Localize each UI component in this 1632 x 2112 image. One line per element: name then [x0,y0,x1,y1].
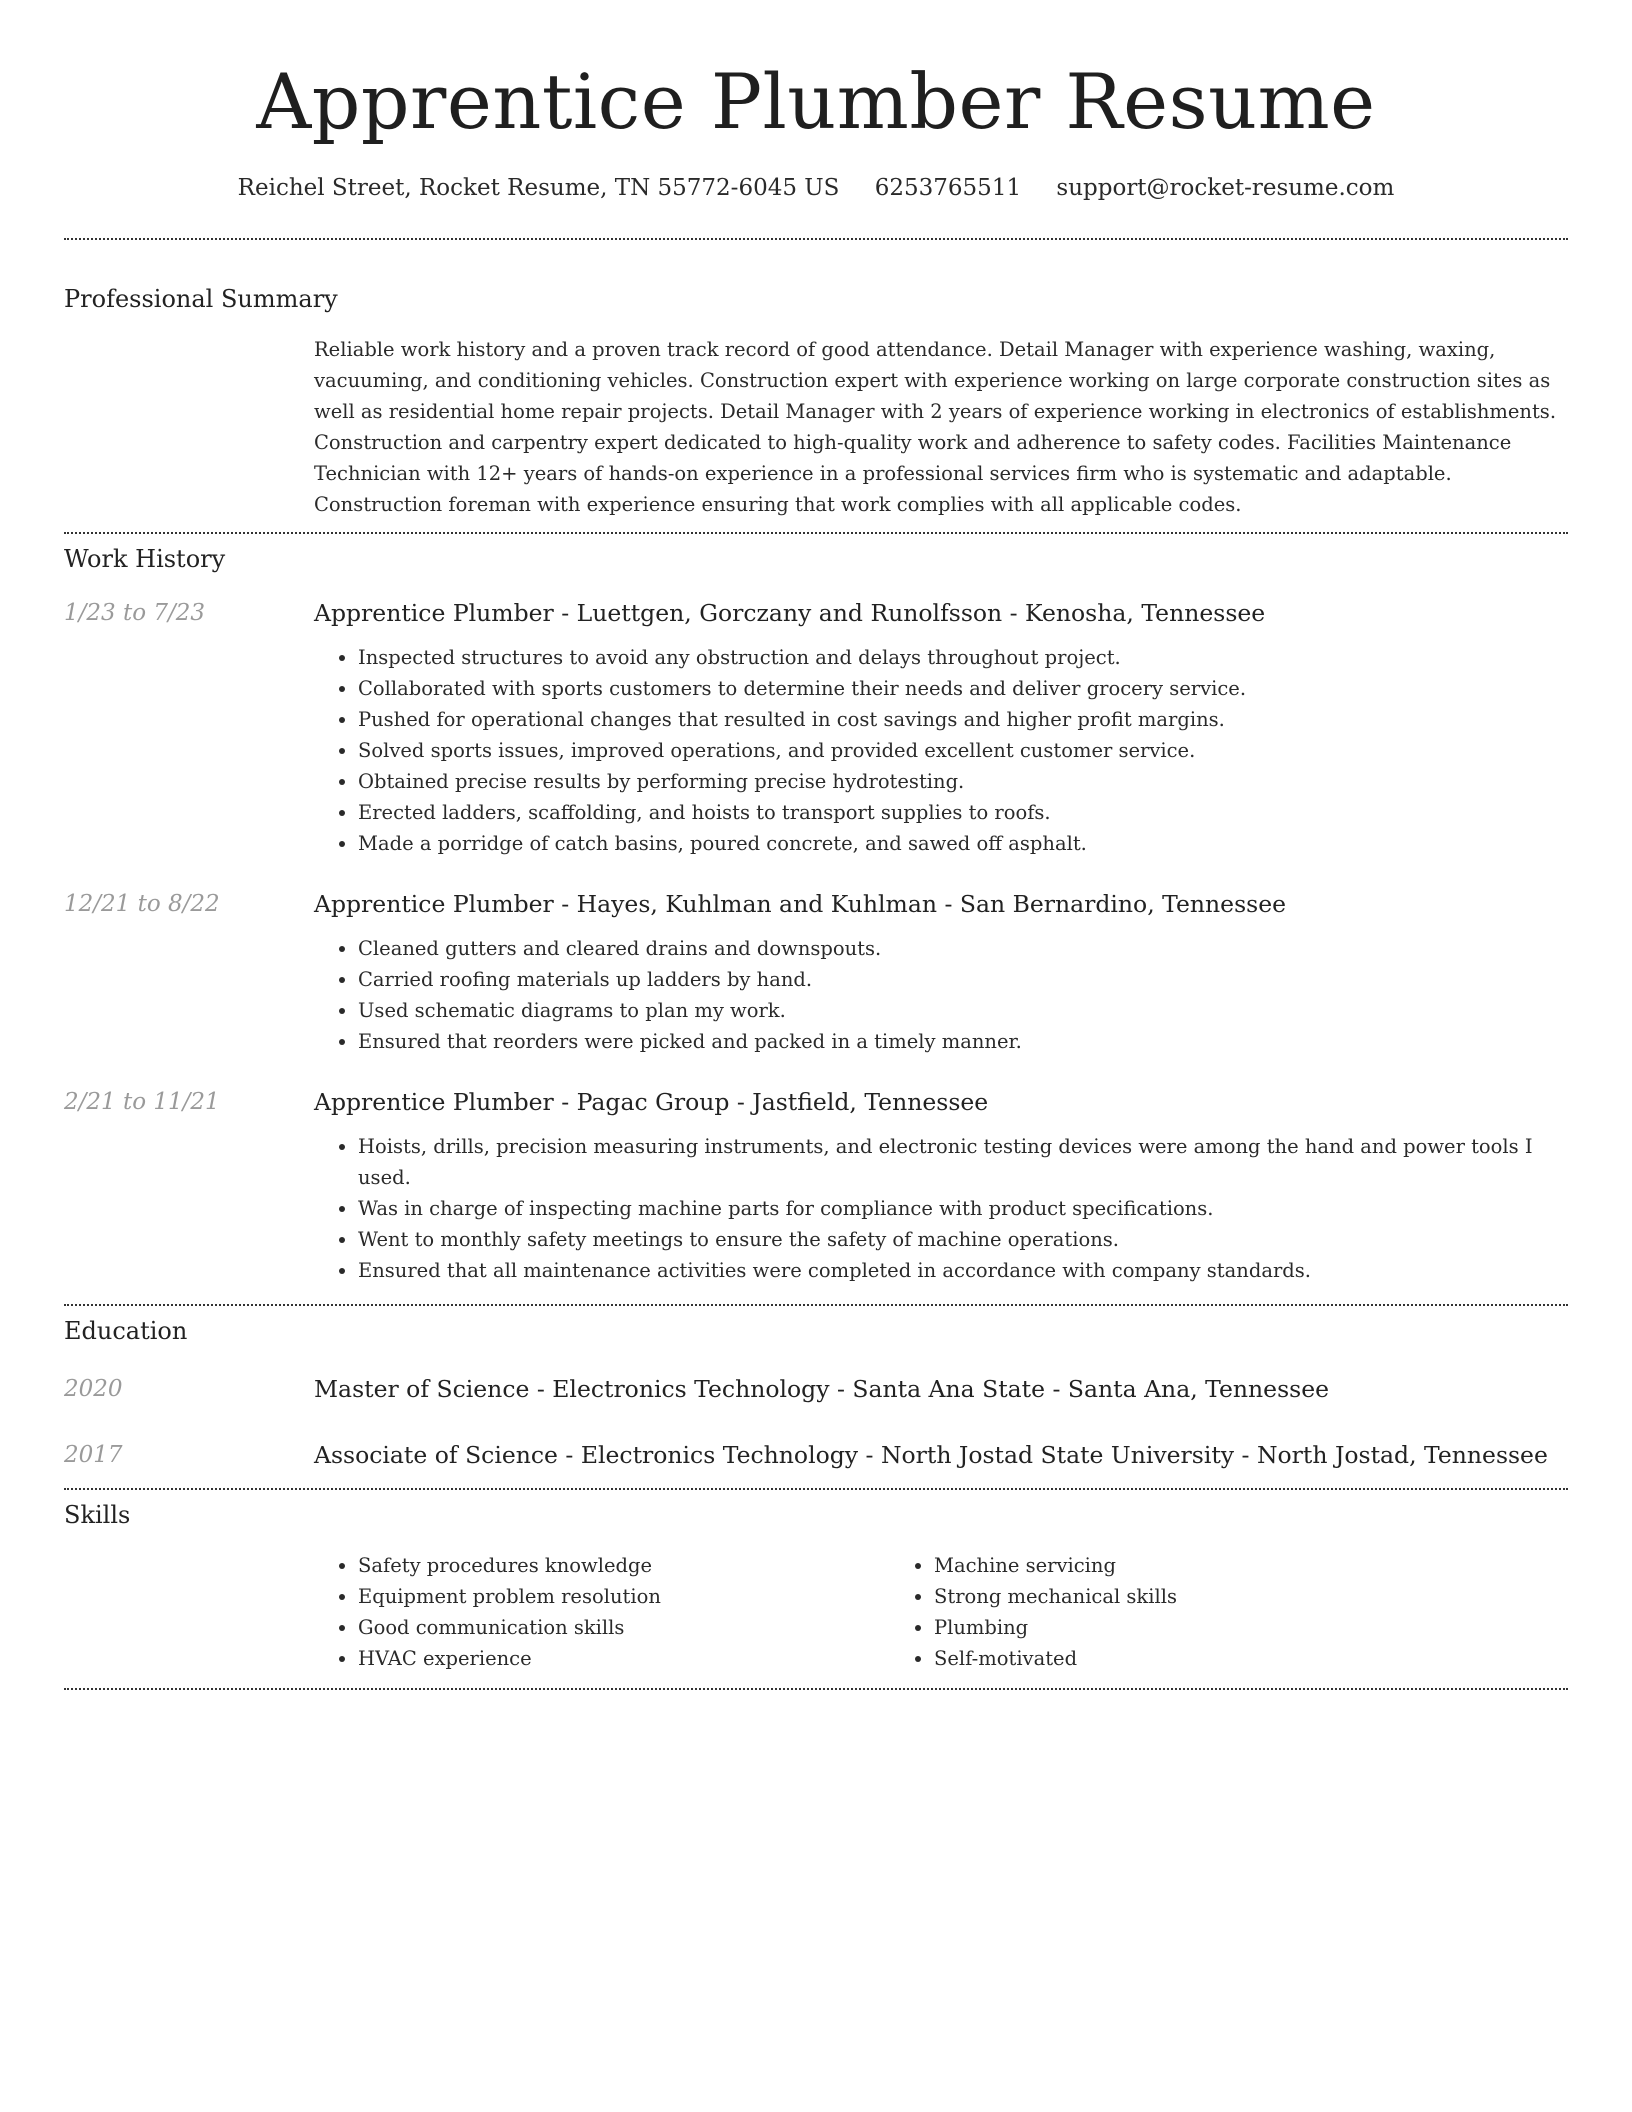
skills-column-1 [314,1550,884,1674]
list-item: • Used schematic diagrams to plan my work. [358,995,1568,1026]
list-item: • Made a porridge of catch basins, poured concrete, and sawed off asphalt. [358,828,1568,859]
contact-line [64,170,1568,206]
resume-title: Apprentice Plumber Resume [256,57,1376,146]
skill-item: • Equipment problem resolution [358,1581,884,1612]
skills-column-2 [884,1550,1454,1674]
skill-item: • HVAC experience [358,1643,884,1674]
section-title-summary: Professional Summary [64,285,338,313]
job-title: Apprentice Plumber - Luettgen, Gorczany and Runolfsson - Kenosha, Tennessee [314,599,1266,627]
section-title-skills: Skills [64,1501,131,1529]
job-title: Apprentice Plumber - Hayes, Kuhlman and Kuhlman - San Bernardino, Tennessee [314,890,1287,918]
list-item: • Carried roofing materials up ladders by hand. [358,964,1568,995]
skill-item: • Plumbing [934,1612,1454,1643]
list-item: • Solved sports issues, improved operations, and provided excellent customer service. [358,735,1568,766]
job-bullets [314,1131,1568,1286]
skill-item: • Strong mechanical skills [934,1581,1454,1612]
job-entry [64,596,1568,859]
list-item: • Pushed for operational changes that resulted in cost savings and higher profit margins. [358,704,1568,735]
list-item: • Ensured that all maintenance activities were completed in accordance with company standards. [358,1255,1568,1286]
list-item: • Obtained precise results by performing precise hydrotesting. [358,766,1568,797]
job-bullets [314,933,1568,1057]
section-title-work: Work History [64,545,226,573]
list-item: • Was in charge of inspecting machine parts for compliance with product specifications. [358,1193,1568,1224]
job-entry [64,1085,1568,1304]
skill-item: • Machine servicing [934,1550,1454,1581]
contact-email: support@rocket-resume.com [1056,175,1395,201]
skill-item: • Self-motivated [934,1643,1454,1674]
education-entry [64,1372,1568,1406]
job-dates: 1/23 to 7/23 [64,600,206,626]
contact-address: Reichel Street, Rocket Resume, TN 55772-6045 US [237,175,840,201]
skill-item: • Safety procedures knowledge [358,1550,884,1581]
education-degree: Associate of Science - Electronics Technology - North Jostad State University - North Jostad, Tennessee [314,1441,1548,1469]
list-item: • Cleaned gutters and cleared drains and downspouts. [358,933,1568,964]
list-item: • Ensured that reorders were picked and packed in a timely manner. [358,1026,1568,1057]
professional-summary-section [64,240,1568,532]
job-bullets [314,642,1568,859]
summary-text: Reliable work history and a proven track record of good attendance. Detail Manager with experience washing, waxing, vacuuming, and conditioning vehicles. Construction expert with experience working on large corporate construction sites as well as residential home repair projects. Detail Manager with 2 years of experience working in electronics of establishments. Construction and carpentry expert dedicated to high-quality work and adherence to safety codes. Facilities Maintenance Technician with 12+ years of hands-on experience in a professional services firm who is systematic and adaptable. Construction foreman with experience ensuring that work complies with all applicable codes. [314,338,1557,516]
work-history-section [64,534,1568,1304]
skill-item: • Good communication skills [358,1612,884,1643]
section-title-education: Education [64,1317,188,1345]
education-year: 2017 [64,1442,123,1468]
education-section [64,1306,1568,1488]
job-title: Apprentice Plumber - Pagac Group - Jastfield, Tennessee [314,1088,989,1116]
list-item: • Erected ladders, scaffolding, and hoists to transport supplies to roofs. [358,797,1568,828]
list-item: • Collaborated with sports customers to determine their needs and deliver grocery service. [358,673,1568,704]
skills-columns [314,1550,1568,1688]
job-entry [64,887,1568,1057]
contact-phone: 6253765511 [874,175,1022,201]
job-dates: 12/21 to 8/22 [64,891,220,917]
job-dates: 2/21 to 11/21 [64,1089,220,1115]
list-item: • Inspected structures to avoid any obstruction and delays throughout project. [358,642,1568,673]
divider [64,1688,1568,1690]
education-entry [64,1438,1568,1488]
list-item: • Went to monthly safety meetings to ensure the safety of machine operations. [358,1224,1568,1255]
list-item: • Hoists, drills, precision measuring instruments, and electronic testing devices were among the hand and power tools I used. [358,1131,1568,1193]
skills-section [64,1490,1568,1688]
education-degree: Master of Science - Electronics Technology - Santa Ana State - Santa Ana, Tennessee [314,1375,1330,1403]
education-year: 2020 [64,1376,123,1402]
